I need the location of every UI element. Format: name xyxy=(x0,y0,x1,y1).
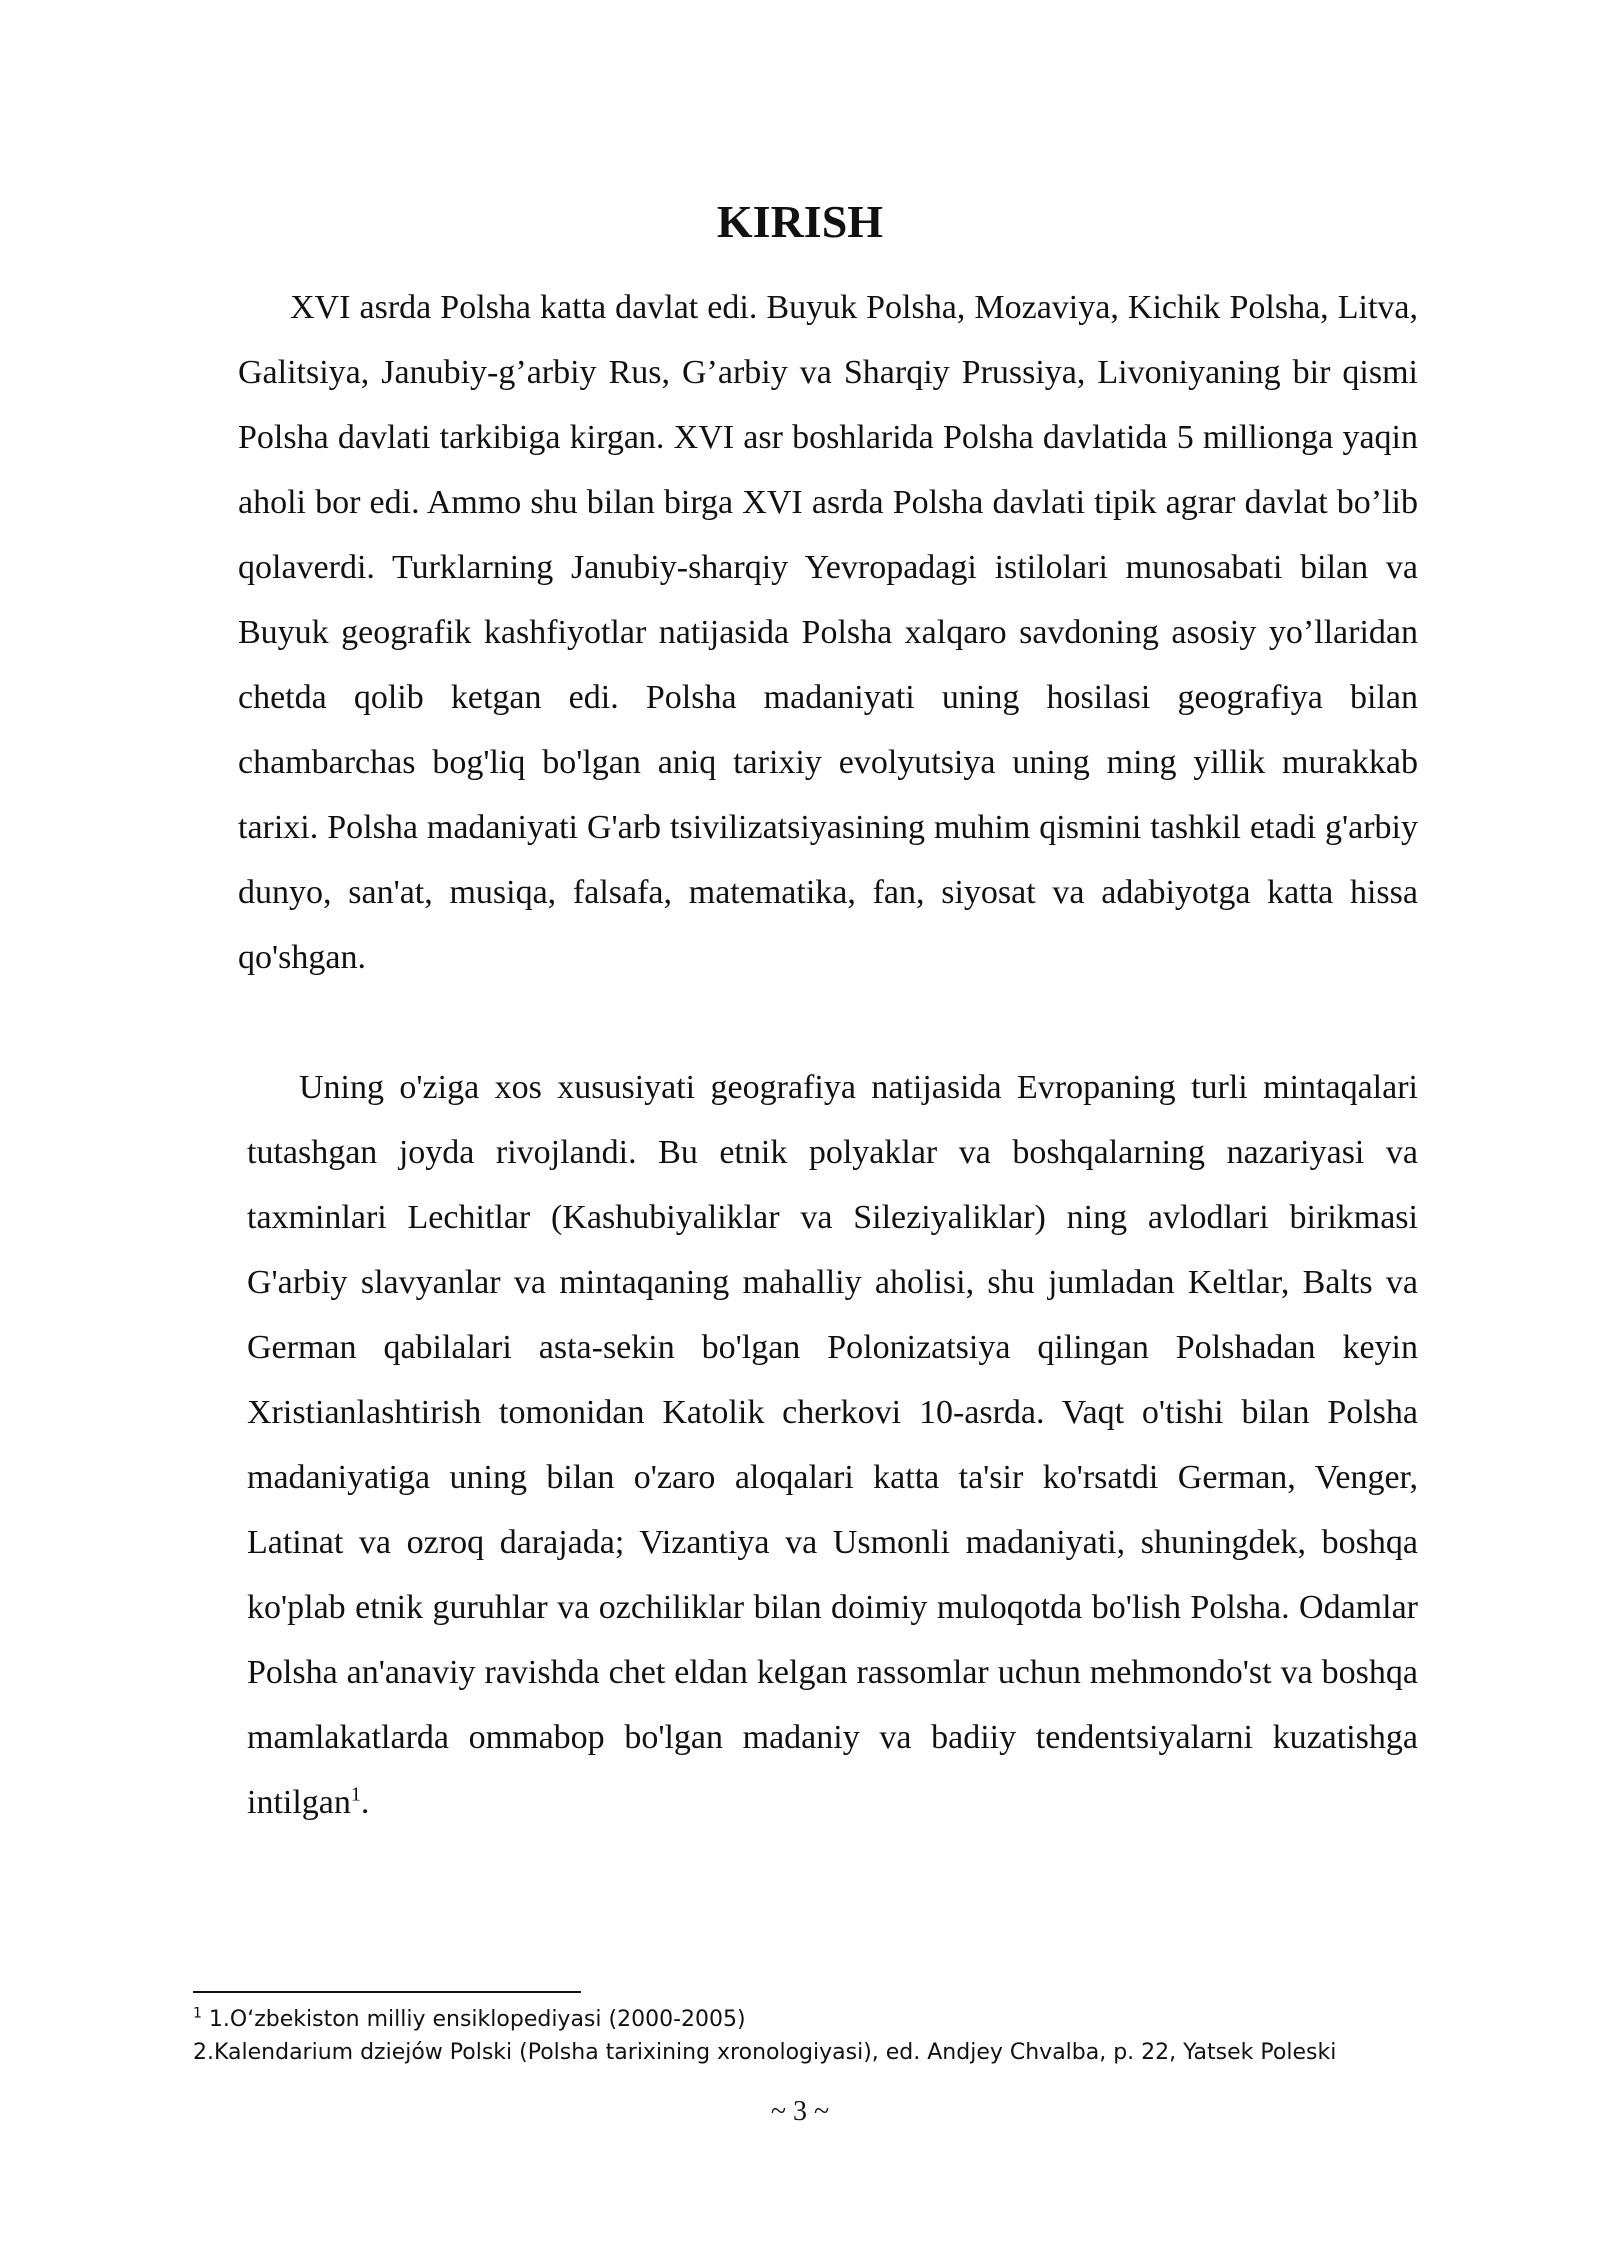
page-number: ~ 3 ~ xyxy=(770,2096,830,2127)
footnotes xyxy=(193,2003,1453,2069)
footnote-text-1: 1.O‘zbekiston milliy ensiklopediyasi (2000-2005) xyxy=(201,2007,746,2032)
paragraph-1: XVI asrda Polsha katta davlat edi. Buyuk Polsha, Mozaviya, Kichik Polsha, Litva, Galitsiya, Janubiy-g’arbiy Rus, G’arbiy va Sharqiy Prussiya, Livoniyaning bir qismi Polsha davlati tarkibiga kirgan. XVI asr boshlarida Polsha davlatida 5 millionga yaqin aholi bor edi. Ammo shu bilan birga XVI asrda Polsha davlati tipik agrar davlat bo’lib qolaverdi. Turklarning Janubiy-sharqiy Yevropadagi istilolari munosabati bilan va Buyuk geografik kashfiyotlar natijasida Polsha xalqaro savdoning asosiy yo’llaridan chetda qolib ketgan edi. Polsha madaniyati uning hosilasi geografiya bilan chambarchas bog'liq bo'lgan aniq tarixiy evolyutsiya uning ming yillik murakkab tarixi. Polsha madaniyati G'arb tsivilizatsiyasining muhim qismini tashkil etadi g'arbiy dunyo, san'at, musiqa, falsafa, matematika, fan, siyosat va adabiyotga katta hissa qo'shgan. xyxy=(238,289,1418,976)
footnote-line-2: 2.Kalendarium dziejów Polski (Polsha tarixining xronologiyasi), ed. Andjey Chvalba, p. 22, Yatsek Poleski xyxy=(193,2040,1337,2065)
footnote-reference: 1 xyxy=(350,1783,361,1806)
footnote-line-1 xyxy=(193,2003,1453,2036)
footnote-separator xyxy=(193,1991,581,1993)
paragraph-2 xyxy=(247,1055,1418,1835)
paragraph-2-text: Uning o'ziga xos xususiyati geografiya natijasida Evropaning turli mintaqalari tutashgan joyda rivojlandi. Bu etnik polyaklar va boshqalarning nazariyasi va taxminlari Lechitlar (Kashubiyaliklar va Sileziyaliklar) ning avlodlari birikmasi G'arbiy slavyanlar va mintaqaning mahalliy aholisi, shu jumladan Keltlar, Balts va German qabilalari asta-sekin bo'lgan Polonizatsiya qilingan Polshadan keyin Xristianlashtirish tomonidan Katolik cherkovi 10-asrda. Vaqt o'tishi bilan Polsha madaniyatiga uning bilan o'zaro aloqalari katta ta'sir ko'rsatdi German, Venger, Latinat va ozroq darajada; Vizantiya va Usmonli madaniyati, shuningdek, boshqa ko'plab etnik guruhlar va ozchiliklar bilan doimiy muloqotda bo'lish Polsha. Odamlar Polsha an'anaviy ravishda chet eldan kelgan rassomlar uchun mehmondo'st va boshqa mamlakatlarda ommabop bo'lgan madaniy va badiiy tendentsiyalarni kuzatishga intilgan xyxy=(247,1069,1418,1821)
paragraph-2-end: . xyxy=(360,1784,370,1821)
page-title: KIRISH xyxy=(716,196,884,247)
footnote-marker: 1 xyxy=(193,2005,202,2022)
